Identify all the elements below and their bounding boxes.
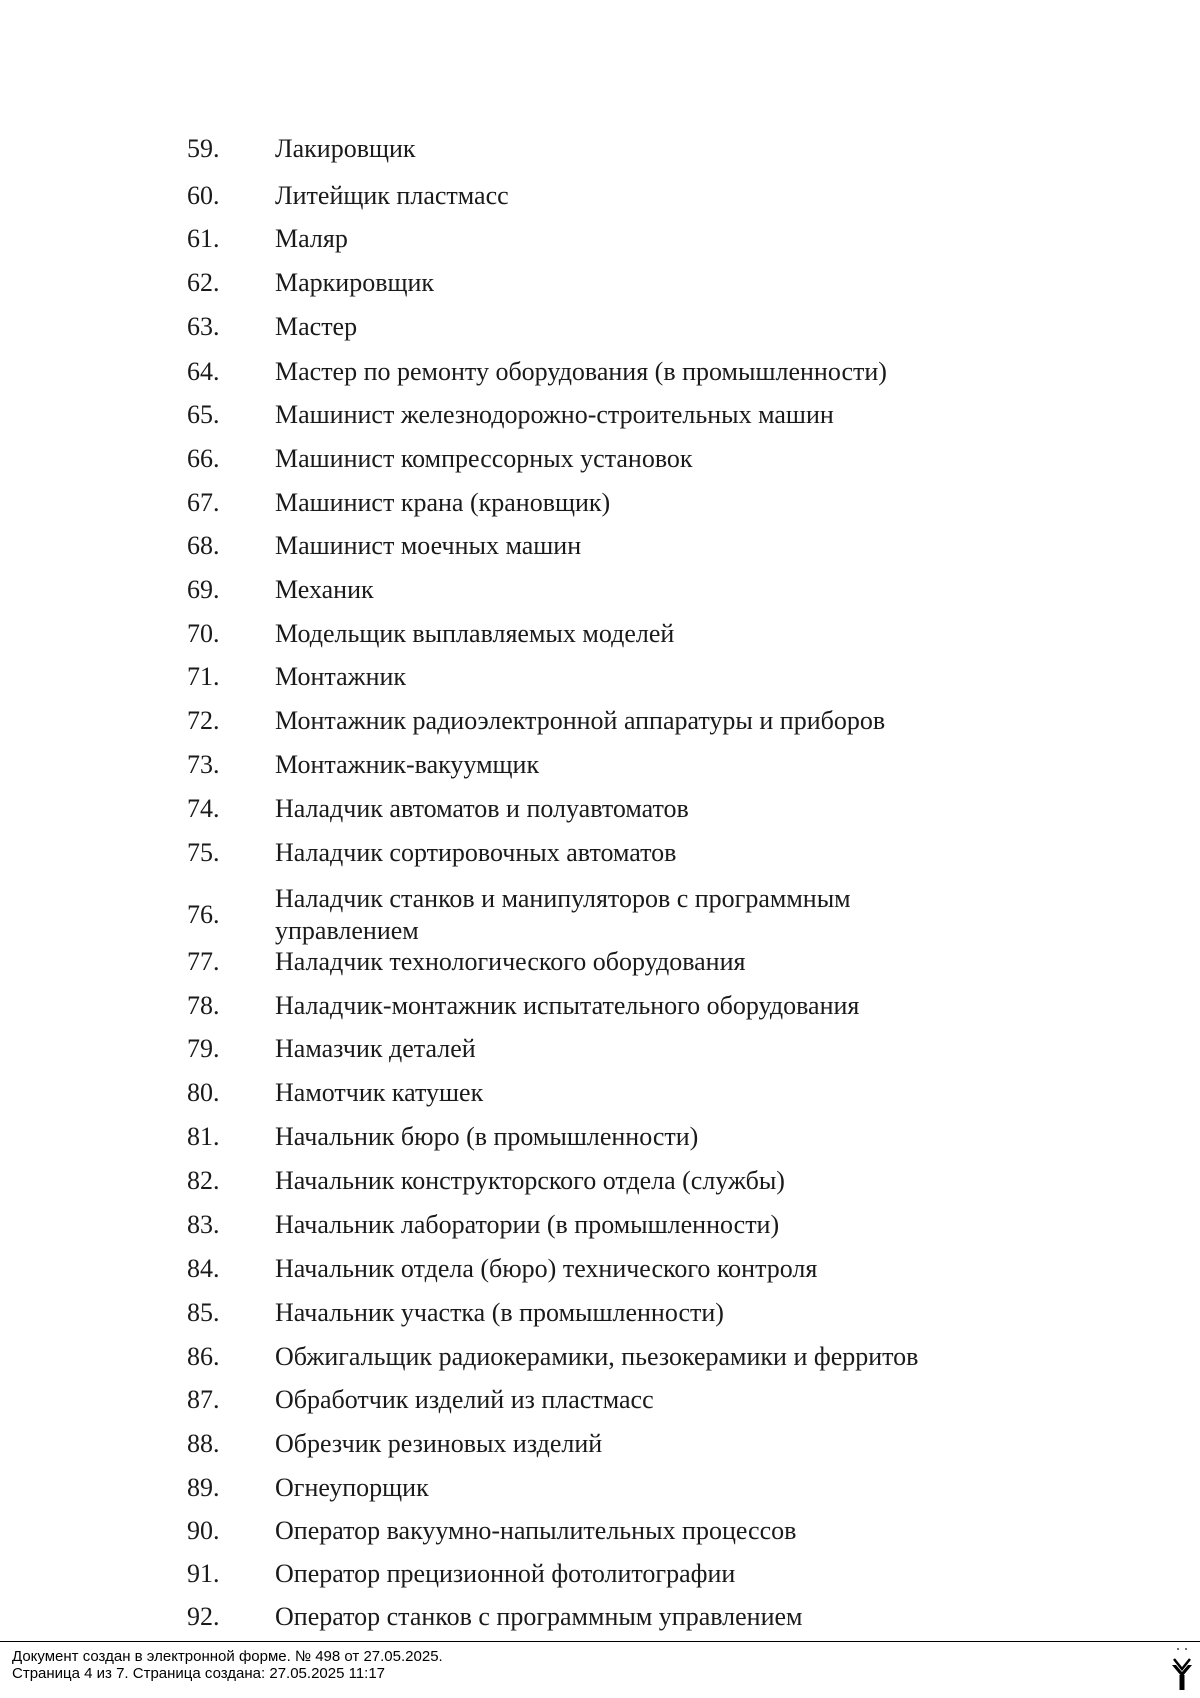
list-item-number: 74. (187, 794, 220, 823)
list-item-text: Оператор станков с программным управлением (275, 1602, 803, 1631)
document-stamp-icon (1168, 1643, 1196, 1693)
list-item (0, 1253, 1200, 1285)
list-item-number: 67. (187, 488, 220, 517)
list-item (0, 1472, 1200, 1504)
list-item-number: 79. (187, 1034, 220, 1063)
list-item-number: 69. (187, 575, 220, 604)
list-item-text: Машинист моечных машин (275, 531, 582, 560)
list-item-text: Начальник конструкторского отдела (службы) (275, 1166, 785, 1195)
list-item-text: Маркировщик (275, 268, 435, 297)
list-item-text: Лакировщик (275, 134, 416, 163)
list-item-number: 77. (187, 947, 220, 976)
list-item-number: 90. (187, 1516, 220, 1545)
list-item-number: 59. (187, 134, 220, 163)
footer-divider (0, 1641, 1200, 1642)
list-item (0, 487, 1200, 519)
list-item-text: Мастер по ремонту оборудования (в промышленности) (275, 357, 887, 386)
list-item-number: 64. (187, 357, 220, 386)
list-item-number: 86. (187, 1342, 220, 1371)
footer (12, 1648, 1112, 1682)
list-item-number: 83. (187, 1210, 220, 1239)
list-item-text: Мастер (275, 312, 358, 341)
list-item-text: Монтажник-вакуумщик (275, 750, 540, 779)
list-item (0, 661, 1200, 693)
list-item-text: Оператор вакуумно-напылительных процессов (275, 1516, 797, 1545)
list-item-number: 68. (187, 531, 220, 560)
list-item-number: 73. (187, 750, 220, 779)
list-item (0, 1428, 1200, 1460)
list-item (0, 1121, 1200, 1153)
list-item-text: Огнеупорщик (275, 1473, 429, 1502)
list-item-text: Машинист железнодорожно-строительных машин (275, 400, 834, 429)
list-item-text: Наладчик сортировочных автоматов (275, 838, 677, 867)
list-item (0, 267, 1200, 299)
list-item (0, 223, 1200, 255)
list-item (0, 133, 1200, 165)
list-item-number: 91. (187, 1559, 220, 1588)
list-item-text: Наладчик станков и манипуляторов с программным управлением (275, 884, 851, 945)
list-item-number: 81. (187, 1122, 220, 1151)
list-item-text: Маляр (275, 224, 348, 253)
list-item (0, 1558, 1200, 1590)
list-item-text: Намазчик деталей (275, 1034, 476, 1063)
list-item-text: Обработчик изделий из пластмасс (275, 1385, 654, 1414)
list-item (0, 1033, 1200, 1065)
list-item (0, 837, 1200, 869)
list-item (0, 356, 1200, 388)
list-item (0, 990, 1200, 1022)
list-item-text: Обрезчик резиновых изделий (275, 1429, 603, 1458)
list-item-number: 87. (187, 1385, 220, 1414)
list-item (0, 443, 1200, 475)
list-item-text: Намотчик катушек (275, 1078, 484, 1107)
list-item (0, 1077, 1200, 1109)
list-item (0, 1384, 1200, 1416)
list-item (0, 399, 1200, 431)
list-item (0, 946, 1200, 978)
list-item (0, 1601, 1200, 1633)
list-item-number: 70. (187, 619, 220, 648)
list-item-text: Монтажник (275, 662, 407, 691)
list-item (0, 793, 1200, 825)
list-item (0, 705, 1200, 737)
list-item-text: Начальник участка (в промышленности) (275, 1298, 724, 1327)
list-item-number: 82. (187, 1166, 220, 1195)
list-item (0, 530, 1200, 562)
list-item-number: 65. (187, 400, 220, 429)
list-item-number: 80. (187, 1078, 220, 1107)
list-item (0, 1297, 1200, 1329)
list-item (0, 1341, 1200, 1373)
list-item-number: 84. (187, 1254, 220, 1283)
list-item-number: 76. (187, 900, 220, 929)
list-item (0, 618, 1200, 650)
list-item (0, 1165, 1200, 1197)
list-item-text: Машинист крана (крановщик) (275, 488, 611, 517)
list-item-text: Монтажник радиоэлектронной аппаратуры и приборов (275, 706, 886, 735)
list-item-number: 61. (187, 224, 220, 253)
list-item (0, 749, 1200, 781)
list-item-text: Машинист компрессорных установок (275, 444, 693, 473)
list-item (0, 1515, 1200, 1547)
list-item-number: 92. (187, 1602, 220, 1631)
list-item-text: Наладчик технологического оборудования (275, 947, 746, 976)
list-item-text: Наладчик автоматов и полуавтоматов (275, 794, 689, 823)
list-item-number: 89. (187, 1473, 220, 1502)
list-item (0, 180, 1200, 212)
list-item-number: 72. (187, 706, 220, 735)
list-item-text: Начальник отдела (бюро) технического контроля (275, 1254, 818, 1283)
list-item-number: 75. (187, 838, 220, 867)
list-item-number: 66. (187, 444, 220, 473)
list-item (0, 574, 1200, 606)
list-item-text: Обжигальщик радиокерамики, пьезокерамики и ферритов (275, 1342, 919, 1371)
list-item (0, 1209, 1200, 1241)
list-item-number: 71. (187, 662, 220, 691)
list-item-number: 63. (187, 312, 220, 341)
list-item-text: Оператор прецизионной фотолитографии (275, 1559, 736, 1588)
list-item-number: 78. (187, 991, 220, 1020)
list-item-text: Начальник бюро (в промышленности) (275, 1122, 699, 1151)
list-item-number: 85. (187, 1298, 220, 1327)
list-item-number: 62. (187, 268, 220, 297)
list-item (0, 311, 1200, 343)
list-item-text: Начальник лаборатории (в промышленности) (275, 1210, 780, 1239)
list-item-number: 88. (187, 1429, 220, 1458)
footer-line-2: Страница 4 из 7. Страница создана: 27.05.2025 11:17 (12, 1665, 386, 1682)
list-item-text: Механик (275, 575, 374, 604)
list-item-number: 60. (187, 181, 220, 210)
list-item (0, 883, 1200, 947)
list-item-text: Литейщик пластмасс (275, 181, 509, 210)
footer-line-1: Документ создан в электронной форме. № 498 от 27.05.2025. (12, 1648, 443, 1665)
list-item-text: Наладчик-монтажник испытательного оборудования (275, 991, 860, 1020)
list-item-text: Модельщик выплавляемых моделей (275, 619, 675, 648)
